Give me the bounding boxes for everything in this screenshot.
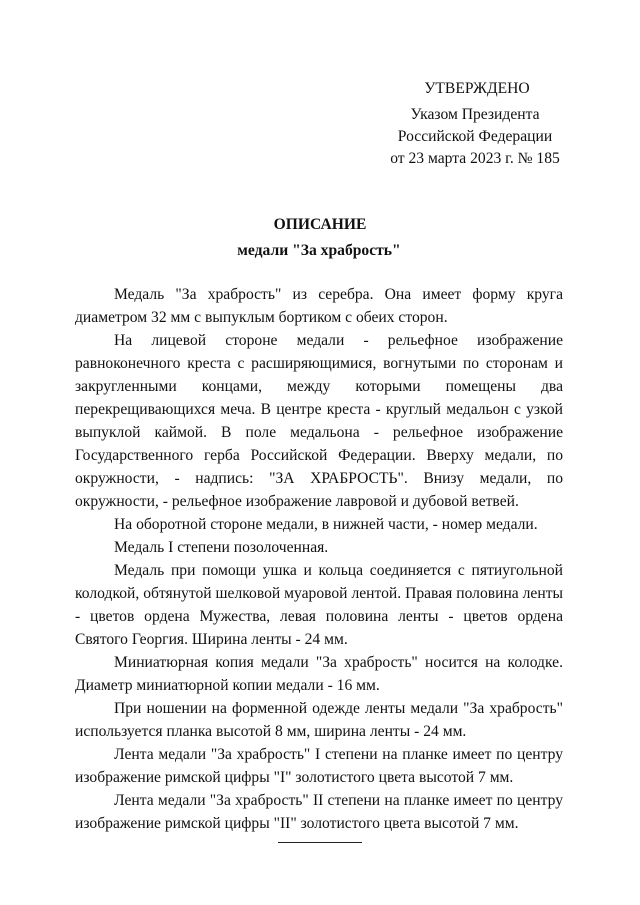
approval-line-3: от 23 марта 2023 г. № 185 (390, 150, 560, 167)
approval-stamp (370, 78, 580, 170)
paragraph: Миниатюрная копия медали "За храбрость" носится на колодке. Диаметр миниатюрной копии медали - 16 мм. (75, 654, 563, 694)
paragraph: Лента медали "За храбрость" II степени на планке имеет по центру изображение римской цифры "II" золотистого цвета высотой 7 мм. (75, 792, 563, 832)
paragraph: Медаль I степени позолоченная. (114, 539, 329, 556)
approval-line-1: Указом Президента (410, 106, 540, 123)
approval-line-2: Российской Федерации (397, 128, 553, 145)
approval-heading: УТВЕРЖДЕНО (424, 80, 530, 97)
title-main: ОПИСАНИЕ (273, 216, 367, 233)
paragraph: При ношении на форменной одежде ленты медали "За храбрость" используется планка высотой 8 мм, ширина ленты - 24 мм. (75, 700, 563, 740)
end-separator-line (278, 842, 362, 843)
paragraph: На оборотной стороне медали, в нижней части, - номер медали. (114, 516, 538, 533)
document-title (0, 212, 640, 264)
paragraph: На лицевой стороне медали - рельефное изображение равноконечного креста с расширяющимися, вогнутыми по сторонам и закругленными концами, между которыми помещены два перекрещивающихся меча. В центре креста - круглый медальон с узкой выпуклой каймой. В поле медальона - рельефное изображение Государственного герба Российской Федерации. Вверху медали, по окружности, - надпись: "ЗА ХРАБРОСТЬ". Внизу медали, по окружности, - рельефное изображение лавровой и дубовой ветвей. (75, 332, 563, 510)
paragraph: Лента медали "За храбрость" I степени на планке имеет по центру изображение римской цифры "I" золотистого цвета высотой 7 мм. (75, 746, 563, 786)
title-subtitle: медали "За храбрость" (237, 242, 401, 259)
paragraph: Медаль "За храбрость" из серебра. Она имеет форму круга диаметром 32 мм с выпуклым бортиком с обеих сторон. (75, 286, 563, 326)
paragraph: Медаль при помощи ушка и кольца соединяется с пятиугольной колодкой, обтянутой шелковой муаровой лентой. Правая половина ленты - цветов ордена Мужества, левая половина ленты - цветов ордена Святого Георгия. Ширина ленты - 24 мм. (75, 562, 563, 648)
document-body (75, 283, 563, 835)
